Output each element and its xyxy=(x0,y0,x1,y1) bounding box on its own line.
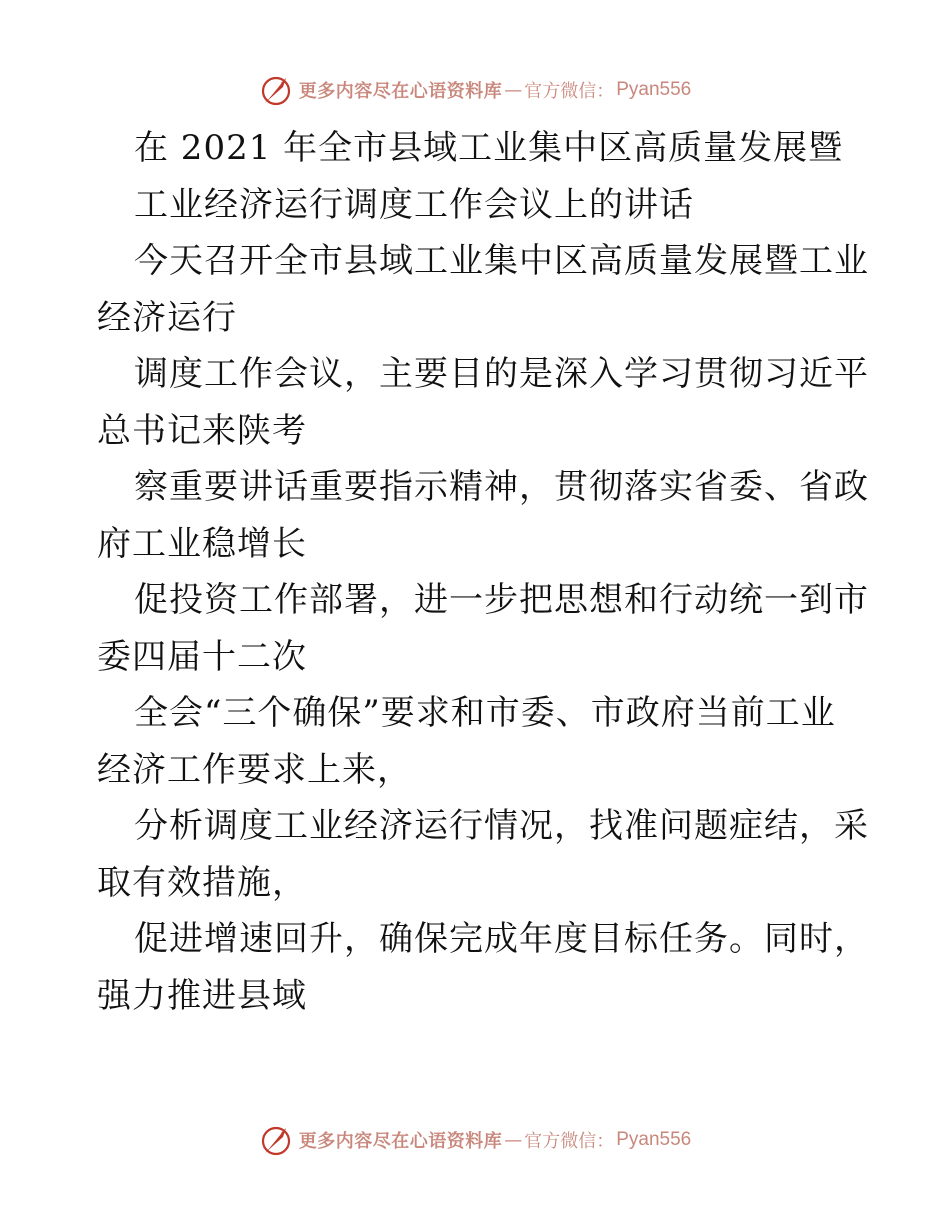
text-line: 取有效措施， xyxy=(97,862,307,903)
footer-watermark xyxy=(0,1120,950,1160)
text-line: 经济运行 xyxy=(97,297,237,338)
text-line: 委四届十二次 xyxy=(97,636,307,677)
text-line: 经济工作要求上来， xyxy=(97,749,412,790)
text-line: 今天召开全市县域工业集中区高质量发展暨工业 xyxy=(134,241,869,281)
watermark-title: 更多内容尽在心语资料库 xyxy=(298,1131,503,1152)
text-line: 全会“三个确保”要求和市委、市政府当前工业 xyxy=(134,693,836,733)
quill-logo-icon xyxy=(259,73,293,107)
watermark-separator: — xyxy=(504,79,523,101)
document-body xyxy=(97,120,869,1024)
watermark-separator: — xyxy=(504,1129,523,1151)
text-line: 促投资工作部署，进一步把思想和行动统一到市 xyxy=(134,580,869,620)
text-line: 总书记来陕考 xyxy=(97,410,307,451)
text-line: 察重要讲话重要指示精神，贯彻落实省委、省政 xyxy=(134,467,869,507)
watermark-wechat-label: 官方微信： xyxy=(524,1131,615,1152)
watermark-wechat-label: 官方微信： xyxy=(524,81,615,102)
text-line: 府工业稳增长 xyxy=(97,523,307,564)
text-line: 调度工作会议，主要目的是深入学习贯彻习近平 xyxy=(134,354,869,394)
watermark-title: 更多内容尽在心语资料库 xyxy=(298,81,503,102)
text-line: 在 2021 年全市县域工业集中区高质量发展暨 xyxy=(134,128,844,168)
watermark-wechat-id: Pyan556 xyxy=(616,1129,692,1150)
watermark-wechat-id: Pyan556 xyxy=(616,79,692,100)
text-line: 工业经济运行调度工作会议上的讲话 xyxy=(134,184,694,225)
text-line: 分析调度工业经济运行情况，找准问题症结，采 xyxy=(134,806,869,846)
text-line: 促进增速回升，确保完成年度目标任务。同时， xyxy=(134,919,869,959)
text-line: 强力推进县域 xyxy=(97,975,307,1016)
quill-logo-icon xyxy=(259,1123,293,1157)
header-watermark xyxy=(0,70,950,110)
